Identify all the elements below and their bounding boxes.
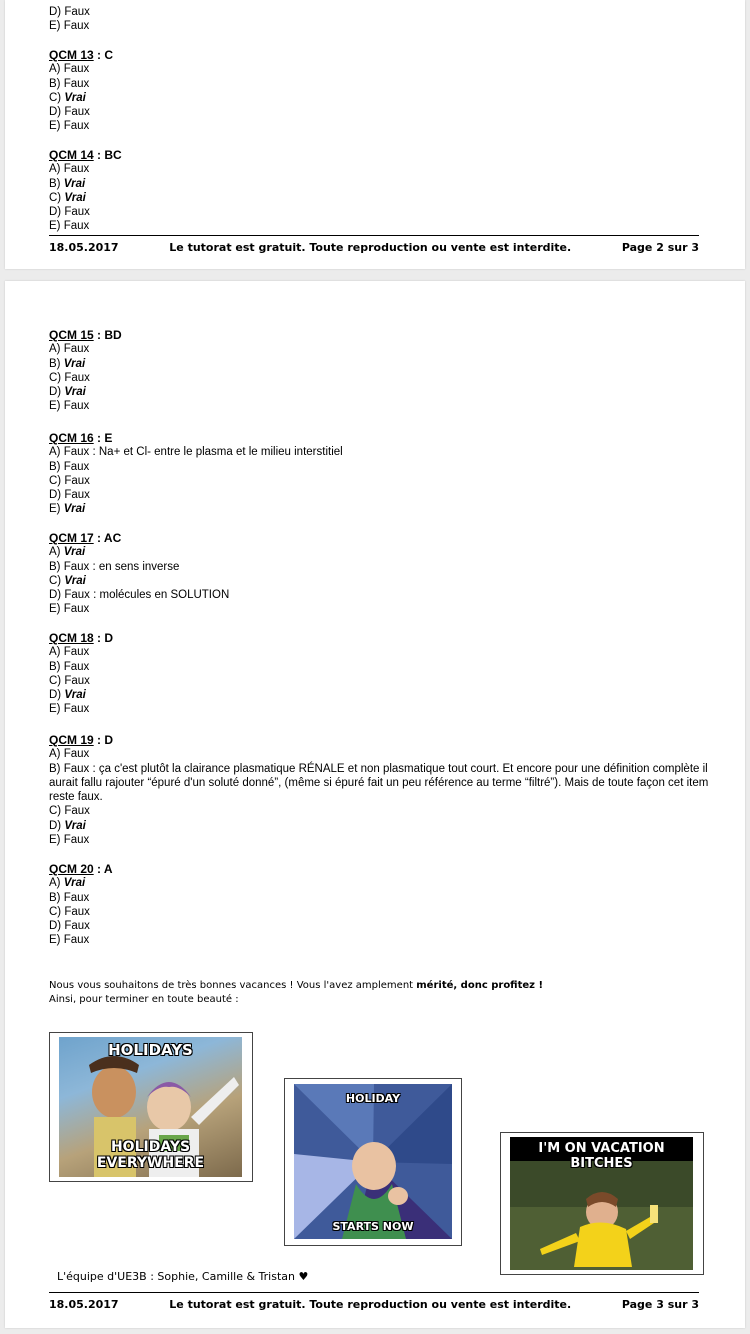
answer-verdict: Faux — [63, 703, 90, 716]
qcm-number: QCM 13 — [49, 48, 94, 62]
answer-line — [49, 91, 709, 105]
answer-verdict: Vrai — [64, 386, 86, 399]
answer-line — [49, 545, 709, 559]
answer-verdict: Faux — [64, 474, 90, 487]
qcm-correct-answers: : A — [93, 862, 113, 876]
answer-line — [49, 702, 709, 716]
answer-note: : molécules en SOLUTION — [89, 589, 230, 602]
answer-verdict: Faux — [63, 400, 90, 413]
answer-note: : ça c'est plutôt la clairance plasmatique RÉNALE et non plasmatique tout court. Et encore pour une définition complète il aurait fallu rajouter “épuré d'un soluté donné”, (même si épuré fait un peu référence au terme “filtré”). Mais de toute façon cet item reste faux. — [49, 762, 709, 804]
qcm-correct-answers: : BD — [93, 328, 122, 342]
answer-letter: A) — [49, 546, 64, 559]
answer-letter: B) — [49, 357, 64, 370]
answer-letter: B) — [49, 77, 64, 90]
qcm-block — [49, 48, 709, 134]
answer-verdict: Vrai — [64, 819, 86, 832]
answer-line — [49, 560, 709, 574]
answer-line — [49, 474, 709, 488]
qcm-number: QCM 14 — [49, 148, 94, 162]
answer-line — [49, 502, 709, 516]
answer-letter: D) — [49, 386, 65, 399]
message-line1-bold: mérité, donc profitez ! — [416, 980, 544, 991]
footer-date: 18.05.2017 — [49, 1298, 119, 1311]
answer-letter: E) — [49, 503, 64, 516]
answer-note: : en sens inverse — [89, 560, 180, 573]
answer-letter: C) — [49, 805, 65, 818]
footer-date: 18.05.2017 — [49, 241, 119, 254]
answer-verdict: Faux — [63, 748, 90, 761]
answer-letter: D) — [49, 106, 65, 119]
answer-verdict: Faux — [64, 805, 90, 818]
qcm-heading — [49, 148, 709, 162]
answer-line — [49, 819, 709, 833]
answer-letter: A) — [49, 877, 64, 890]
message-line1: Nous vous souhaitons de très bonnes vacances ! Vous l'avez amplement — [49, 980, 417, 991]
answer-line — [49, 660, 709, 674]
answer-letter: D) — [49, 920, 65, 933]
answer-line — [49, 645, 709, 659]
answer-verdict: Faux — [64, 489, 90, 502]
answer-letter: D) — [49, 206, 65, 219]
toy-story-image — [59, 1037, 242, 1177]
answer-verdict: Vrai — [63, 877, 86, 890]
answer-line — [49, 205, 709, 219]
answer-verdict: Faux — [63, 646, 90, 659]
answer-line — [49, 488, 709, 502]
answer-line — [49, 762, 709, 805]
answer-line — [49, 385, 709, 399]
answer-verdict: Faux — [63, 660, 90, 673]
qcm-block — [49, 733, 709, 847]
qcm-correct-answers: : BC — [93, 148, 122, 162]
answer-line — [49, 674, 709, 688]
page-footer — [49, 1292, 699, 1311]
answer-letter: C) — [49, 371, 65, 384]
qcm-heading — [49, 631, 709, 645]
answer-line — [49, 891, 709, 905]
answer-letter: A) — [49, 446, 64, 459]
answer-verdict: Faux — [64, 905, 90, 918]
answer-verdict: Faux — [63, 446, 90, 459]
answer-line — [49, 105, 709, 119]
vacation-girl-image — [510, 1137, 693, 1270]
answer-verdict: Faux — [63, 934, 90, 947]
answer-letter: C) — [49, 674, 65, 687]
answer-letter: D) — [49, 819, 65, 832]
qcm-correct-answers: : E — [93, 431, 113, 445]
answer-letter: D) — [49, 489, 65, 502]
answer-verdict: Faux — [64, 674, 90, 687]
qcm-heading — [49, 431, 709, 445]
answer-letter: D) — [49, 589, 65, 602]
answer-letter: D) — [49, 689, 65, 702]
page2-top-lines — [49, 5, 709, 34]
answer-letter: E) — [49, 703, 64, 716]
answer-verdict: Faux — [64, 371, 90, 384]
answer-verdict: Faux — [63, 560, 90, 573]
answer-line — [49, 460, 709, 474]
footer-page-number: Page 3 sur 3 — [621, 1298, 699, 1311]
answer-line — [49, 191, 709, 205]
answer-line — [49, 62, 709, 76]
qcm-number: QCM 15 — [49, 328, 94, 342]
meme-bottom-caption: HOLIDAYS EVERYWHERE — [96, 1139, 205, 1171]
meme-frame-success-kid — [284, 1078, 462, 1246]
page-3 — [5, 281, 745, 1328]
answer-letter: A) — [49, 343, 64, 356]
answer-letter: E) — [49, 603, 64, 616]
answer-line — [49, 357, 709, 371]
answer-line: E) Faux — [49, 20, 90, 33]
answer-letter: A) — [49, 748, 64, 761]
answer-letter: E) — [49, 220, 64, 233]
answer-verdict: Faux — [63, 220, 90, 233]
qcm-number: QCM 18 — [49, 631, 94, 645]
meme-frame-toy-story — [49, 1032, 253, 1182]
qcm-correct-answers: : D — [93, 733, 114, 747]
page-footer — [49, 235, 699, 254]
footer-page-number: Page 2 sur 3 — [621, 241, 699, 254]
answer-letter: A) — [49, 63, 64, 76]
answer-line — [49, 876, 709, 890]
answer-verdict: Faux — [63, 120, 90, 133]
answer-verdict: Faux — [63, 603, 90, 616]
answer-letter: E) — [49, 120, 64, 133]
answer-line — [49, 445, 709, 459]
answer-line — [49, 804, 709, 818]
answer-note: : Na+ et Cl- entre le plasma et le milieu interstitiel — [89, 446, 343, 459]
answer-line — [49, 371, 709, 385]
meme-top-caption: HOLIDAYS — [108, 1041, 193, 1059]
answer-line — [49, 342, 709, 356]
answer-letter: C) — [49, 574, 65, 587]
answer-verdict: Vrai — [63, 357, 86, 370]
message-line2: Ainsi, pour terminer en toute beauté : — [49, 994, 239, 1005]
qcm-number: QCM 16 — [49, 431, 94, 445]
meme-frame-vacation-girl — [500, 1132, 704, 1275]
success-kid-image — [294, 1084, 452, 1239]
answer-verdict: Faux — [63, 834, 90, 847]
answer-letter: B) — [49, 560, 64, 573]
answer-verdict: Vrai — [64, 191, 86, 204]
answer-verdict: Vrai — [63, 503, 86, 516]
answer-line: D) Faux — [49, 6, 90, 18]
answer-line — [49, 588, 709, 602]
qcm-heading — [49, 48, 709, 62]
answer-verdict: Faux — [64, 920, 90, 933]
closing-message — [49, 979, 543, 1007]
qcm-correct-answers: : C — [93, 48, 114, 62]
answer-line — [49, 574, 709, 588]
footer-notice: Le tutorat est gratuit. Toute reproduction ou vente est interdite. — [169, 241, 572, 254]
answer-verdict: Faux — [63, 163, 90, 176]
answer-line — [49, 905, 709, 919]
qcm-block — [49, 148, 709, 234]
answer-line — [49, 833, 709, 847]
answer-verdict: Faux — [64, 589, 90, 602]
qcm-number: QCM 17 — [49, 531, 94, 545]
answer-verdict: Vrai — [63, 177, 86, 190]
answer-letter: B) — [49, 762, 64, 775]
answer-letter: A) — [49, 646, 64, 659]
answer-verdict: Faux — [63, 77, 90, 90]
answer-verdict: Vrai — [63, 546, 86, 559]
answer-verdict: Vrai — [64, 574, 86, 587]
qcm-number: QCM 19 — [49, 733, 94, 747]
answer-letter: B) — [49, 660, 64, 673]
answer-line — [49, 747, 709, 761]
answer-line — [49, 77, 709, 91]
qcm-block — [49, 631, 709, 717]
qcm-block — [49, 531, 709, 617]
footer-notice: Le tutorat est gratuit. Toute reproduction ou vente est interdite. — [169, 1298, 572, 1311]
answer-letter: B) — [49, 460, 64, 473]
answer-letter: E) — [49, 400, 64, 413]
meme-bottom-caption: STARTS NOW — [332, 1220, 414, 1233]
meme-top-caption: HOLIDAY — [345, 1092, 401, 1105]
answer-line — [49, 162, 709, 176]
answer-verdict: Vrai — [64, 689, 86, 702]
answer-letter: C) — [49, 905, 65, 918]
answer-line — [49, 688, 709, 702]
answer-verdict: Faux — [63, 343, 90, 356]
answer-line — [49, 119, 709, 133]
answer-letter: C) — [49, 474, 65, 487]
answer-verdict: Faux — [63, 63, 90, 76]
answer-letter: B) — [49, 891, 64, 904]
answer-letter: E) — [49, 934, 64, 947]
answer-verdict: Faux — [63, 762, 90, 775]
qcm-heading — [49, 733, 709, 747]
answer-letter: C) — [49, 91, 65, 104]
success-kid-background-icon — [294, 1084, 452, 1239]
qcm-block — [49, 328, 709, 414]
answer-letter: C) — [49, 191, 65, 204]
answer-line — [49, 602, 709, 616]
qcm-correct-answers: : D — [93, 631, 114, 645]
answer-verdict: Faux — [63, 460, 90, 473]
answer-line — [49, 919, 709, 933]
qcm-heading — [49, 862, 709, 876]
qcm-heading — [49, 531, 709, 545]
page-2 — [5, 0, 745, 269]
answer-line — [49, 177, 709, 191]
answer-letter: E) — [49, 834, 64, 847]
answer-line — [49, 933, 709, 947]
qcm-block — [49, 862, 709, 948]
answer-letter: A) — [49, 163, 64, 176]
answer-line — [49, 219, 709, 233]
answer-verdict: Vrai — [64, 91, 86, 104]
answer-verdict: Faux — [63, 891, 90, 904]
answer-verdict: Faux — [64, 106, 90, 119]
qcm-correct-answers: : AC — [93, 531, 122, 545]
team-signature: L'équipe d'UE3B : Sophie, Camille & Tristan ♥ — [57, 1270, 309, 1283]
answer-line — [49, 399, 709, 413]
answer-verdict: Faux — [64, 206, 90, 219]
qcm-number: QCM 20 — [49, 862, 94, 876]
qcm-block — [49, 431, 709, 517]
qcm-heading — [49, 328, 709, 342]
answer-letter: B) — [49, 177, 64, 190]
meme-top-caption: I'M ON VACATION BITCHES — [538, 1141, 665, 1171]
